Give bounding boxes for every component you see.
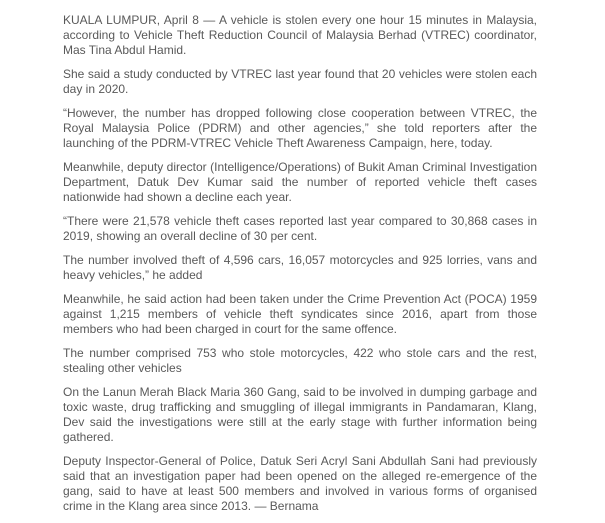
article-paragraph: On the Lanun Merah Black Maria 360 Gang, said to be involved in dumping garbage and toxic waste, drug trafficking and smuggling of illegal immigrants in Pandamaran, Klang, Dev said the investigations were still at the early stage with further information being gathered. (63, 385, 537, 444)
article-paragraph: Deputy Inspector-General of Police, Datuk Seri Acryl Sani Abdullah Sani had previously said that an investigation paper had been opened on the alleged re-emergence of the gang, said to have at least 500 members and involved in various forms of organised crime in the Klang area since 2013. — Bernama (63, 454, 537, 513)
article-paragraph: KUALA LUMPUR, April 8 — A vehicle is stolen every one hour 15 minutes in Malaysia, according to Vehicle Theft Reduction Council of Malaysia Berhad (VTREC) coordinator, Mas Tina Abdul Hamid. (63, 13, 537, 57)
article-paragraph: “However, the number has dropped following close cooperation between VTREC, the Royal Malaysia Police (PDRM) and other agencies,” she told reporters after the launching of the PDRM-VTREC Vehicle Theft Awareness Campaign, here, today. (63, 106, 537, 150)
article-paragraph: She said a study conducted by VTREC last year found that 20 vehicles were stolen each day in 2020. (63, 67, 537, 96)
article-body (63, 13, 537, 523)
article-paragraph: “There were 21,578 vehicle theft cases reported last year compared to 30,868 cases in 2019, showing an overall decline of 30 per cent. (63, 214, 537, 243)
article-paragraph: The number comprised 753 who stole motorcycles, 422 who stole cars and the rest, stealing other vehicles (63, 346, 537, 375)
article-paragraph: Meanwhile, he said action had been taken under the Crime Prevention Act (POCA) 1959 against 1,215 members of vehicle theft syndicates since 2016, apart from those members who had been charged in court for the same offence. (63, 292, 537, 336)
article-paragraph: The number involved theft of 4,596 cars, 16,057 motorcycles and 925 lorries, vans and heavy vehicles,” he added (63, 253, 537, 282)
article-paragraph: Meanwhile, deputy director (Intelligence/Operations) of Bukit Aman Criminal Investigation Department, Datuk Dev Kumar said the number of reported vehicle theft cases nationwide had shown a decline each year. (63, 160, 537, 204)
